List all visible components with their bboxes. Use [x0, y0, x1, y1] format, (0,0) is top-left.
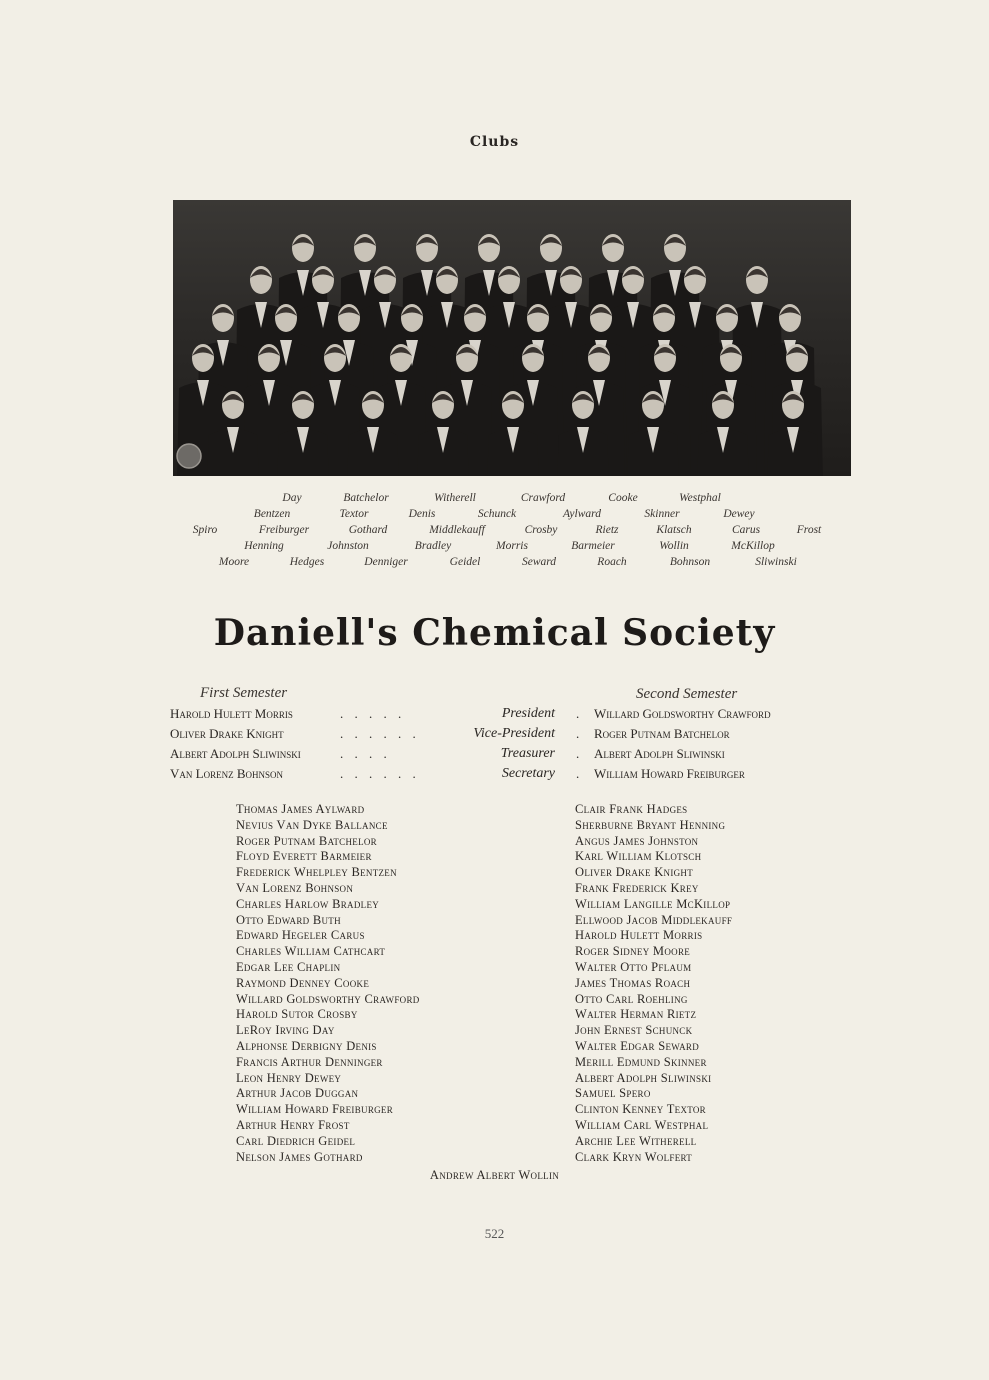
member-name: Frank Frederick Krey — [575, 880, 699, 895]
caption-name: Crawford — [520, 492, 566, 504]
office-title: President — [501, 706, 555, 721]
member-name: Edgar Lee Chaplin — [236, 959, 341, 974]
members-column-right — [575, 802, 732, 1165]
member-name: Otto Carl Roehling — [575, 991, 688, 1006]
first-semester-officer: Albert Adolph Sliwinski — [170, 746, 301, 761]
member-name: Carl Diedrich Geidel — [236, 1133, 356, 1148]
member-name: Raymond Denney Cooke — [236, 975, 370, 990]
member-name: Archie Lee Witherell — [575, 1133, 697, 1148]
second-semester-officer: Roger Putnam Batchelor — [594, 726, 730, 741]
member-name: Francis Arthur Denninger — [236, 1054, 383, 1069]
caption-name: Aylward — [563, 508, 601, 520]
caption-name: Textor — [339, 508, 369, 520]
leader-dots: . . . . — [340, 746, 391, 761]
caption-name: Crosby — [524, 524, 558, 536]
first-semester-officer: Van Lorenz Bohnson — [170, 766, 283, 781]
leader-dot: . — [576, 746, 580, 761]
member-name: Edward Hegeler Carus — [236, 928, 365, 943]
member-name: William Carl Westphal — [575, 1117, 709, 1132]
second-semester-officer: Willard Goldsworthy Crawford — [594, 706, 771, 721]
caption-name: Rietz — [595, 524, 619, 536]
caption-name: Klatsch — [656, 524, 692, 536]
member-name: Sherburne Bryant Henning — [575, 817, 726, 832]
member-name: William Langille McKillop — [575, 896, 731, 911]
caption-name: Freiburger — [258, 524, 310, 536]
member-name: Merill Edmund Skinner — [575, 1054, 707, 1069]
caption-name: Skinner — [644, 508, 680, 520]
member-name: Alphonse Derbigny Denis — [236, 1038, 377, 1053]
caption-name: Sliwinski — [755, 556, 797, 568]
caption-name: Bentzen — [253, 508, 291, 520]
member-name: Oliver Drake Knight — [575, 865, 694, 880]
caption-name: Wollin — [659, 540, 689, 552]
first-semester-officer: Harold Hulett Morris — [170, 706, 293, 721]
member-name: Charles Harlow Bradley — [236, 896, 380, 911]
caption-name: Bohnson — [669, 556, 711, 568]
member-name: Samuel Spero — [575, 1086, 651, 1101]
caption-name: Seward — [521, 556, 557, 568]
first-semester-heading: First Semester — [200, 685, 288, 701]
member-name: Ellwood Jacob Middlekauff — [575, 912, 733, 927]
caption-row-2 — [0, 508, 989, 524]
society-title: Daniell's Chemical Society — [213, 612, 776, 654]
caption-name: Roach — [597, 556, 627, 568]
member-name: Walter Edgar Seward — [575, 1038, 700, 1053]
member-name: John Ernest Schunck — [575, 1023, 693, 1038]
member-name: Willard Goldsworthy Crawford — [236, 991, 420, 1006]
member-name: Arthur Jacob Duggan — [236, 1086, 359, 1101]
caption-name: Johnston — [327, 540, 369, 552]
member-name: Charles William Cathcart — [236, 944, 386, 959]
member-name: Frederick Whelpley Bentzen — [236, 865, 397, 880]
leader-dot: . — [576, 766, 580, 781]
member-name: Van Lorenz Bohnson — [236, 880, 354, 895]
officer-row — [0, 746, 989, 766]
caption-name: Westphal — [679, 492, 721, 504]
caption-name: Cooke — [608, 492, 638, 504]
caption-name: Day — [282, 492, 302, 504]
caption-row-1 — [0, 492, 989, 508]
member-name: Angus James Johnston — [575, 833, 699, 848]
members-column-left — [236, 802, 420, 1165]
member-name: Nelson James Gothard — [236, 1149, 363, 1164]
member-name: Thomas James Aylward — [236, 802, 365, 816]
caption-name: Morris — [496, 540, 528, 552]
caption-name: Schunck — [477, 508, 517, 520]
caption-row-5 — [0, 556, 989, 572]
member-name: James Thomas Roach — [575, 975, 691, 990]
member-name: Andrew Albert Wollin — [429, 1168, 560, 1182]
member-name: Harold Sutor Crosby — [236, 1007, 358, 1022]
member-name: Walter Herman Rietz — [575, 1007, 697, 1022]
member-name: Roger Putnam Batchelor — [236, 833, 377, 848]
member-name: LeRoy Irving Day — [236, 1023, 335, 1038]
caption-name: Henning — [244, 540, 284, 552]
member-name: Albert Adolph Sliwinski — [575, 1070, 712, 1085]
caption-name: Denis — [408, 508, 436, 520]
office-title: Secretary — [501, 766, 555, 781]
running-header: Clubs — [469, 134, 520, 150]
member-name: Otto Edward Buth — [236, 912, 341, 927]
office-title: Treasurer — [500, 746, 555, 761]
caption-name: Middlekauff — [429, 524, 485, 536]
second-semester-officer: William Howard Freiburger — [594, 766, 745, 781]
photographer-seal — [177, 444, 201, 468]
caption-name: Geidel — [449, 556, 481, 568]
caption-name: Bradley — [414, 540, 452, 552]
caption-name: Dewey — [723, 508, 755, 520]
caption-name: Spiro — [192, 524, 218, 536]
caption-name: Batchelor — [343, 492, 389, 504]
member-name: Arthur Henry Frost — [236, 1117, 350, 1132]
officer-row — [0, 706, 989, 726]
caption-name: McKillop — [731, 540, 775, 552]
caption-name: Gothard — [348, 524, 388, 536]
member-name: William Howard Freiburger — [236, 1102, 394, 1117]
caption-name: Carus — [731, 524, 761, 536]
leader-dots: . . . . . . — [340, 766, 420, 781]
officer-row — [0, 726, 989, 746]
member-name: Clair Frank Hadges — [575, 802, 688, 816]
leader-dots: . . . . . . — [340, 726, 420, 741]
officer-row — [0, 766, 989, 786]
leader-dots: . . . . . — [340, 706, 406, 721]
office-title: Vice-President — [473, 726, 555, 741]
member-name: Harold Hulett Morris — [575, 928, 703, 943]
caption-name: Witherell — [434, 492, 476, 504]
member-name: Floyd Everett Barmeier — [236, 849, 372, 864]
caption-row-4 — [0, 540, 989, 556]
caption-name: Hedges — [289, 556, 325, 568]
member-name: Nevius Van Dyke Ballance — [236, 817, 388, 832]
first-semester-officer: Oliver Drake Knight — [170, 726, 284, 741]
leader-dot: . — [576, 726, 580, 741]
caption-name: Moore — [218, 556, 250, 568]
caption-name: Denniger — [364, 556, 408, 568]
member-name: Roger Sidney Moore — [575, 944, 691, 959]
member-name: Leon Henry Dewey — [236, 1070, 342, 1085]
member-name: Karl William Klotsch — [575, 849, 702, 864]
caption-name: Frost — [796, 524, 822, 536]
member-name: Walter Otto Pflaum — [575, 959, 692, 974]
group-photo-figures — [173, 200, 851, 476]
page-number: 522 — [484, 1226, 505, 1241]
leader-dot: . — [576, 706, 580, 721]
group-photograph — [173, 200, 851, 476]
second-semester-heading: Second Semester — [636, 686, 738, 702]
member-name: Clinton Kenney Textor — [575, 1102, 706, 1117]
member-name: Clark Kryn Wolfert — [575, 1149, 693, 1164]
caption-name: Barmeier — [571, 540, 615, 552]
caption-row-3 — [0, 524, 989, 540]
second-semester-officer: Albert Adolph Sliwinski — [594, 746, 725, 761]
